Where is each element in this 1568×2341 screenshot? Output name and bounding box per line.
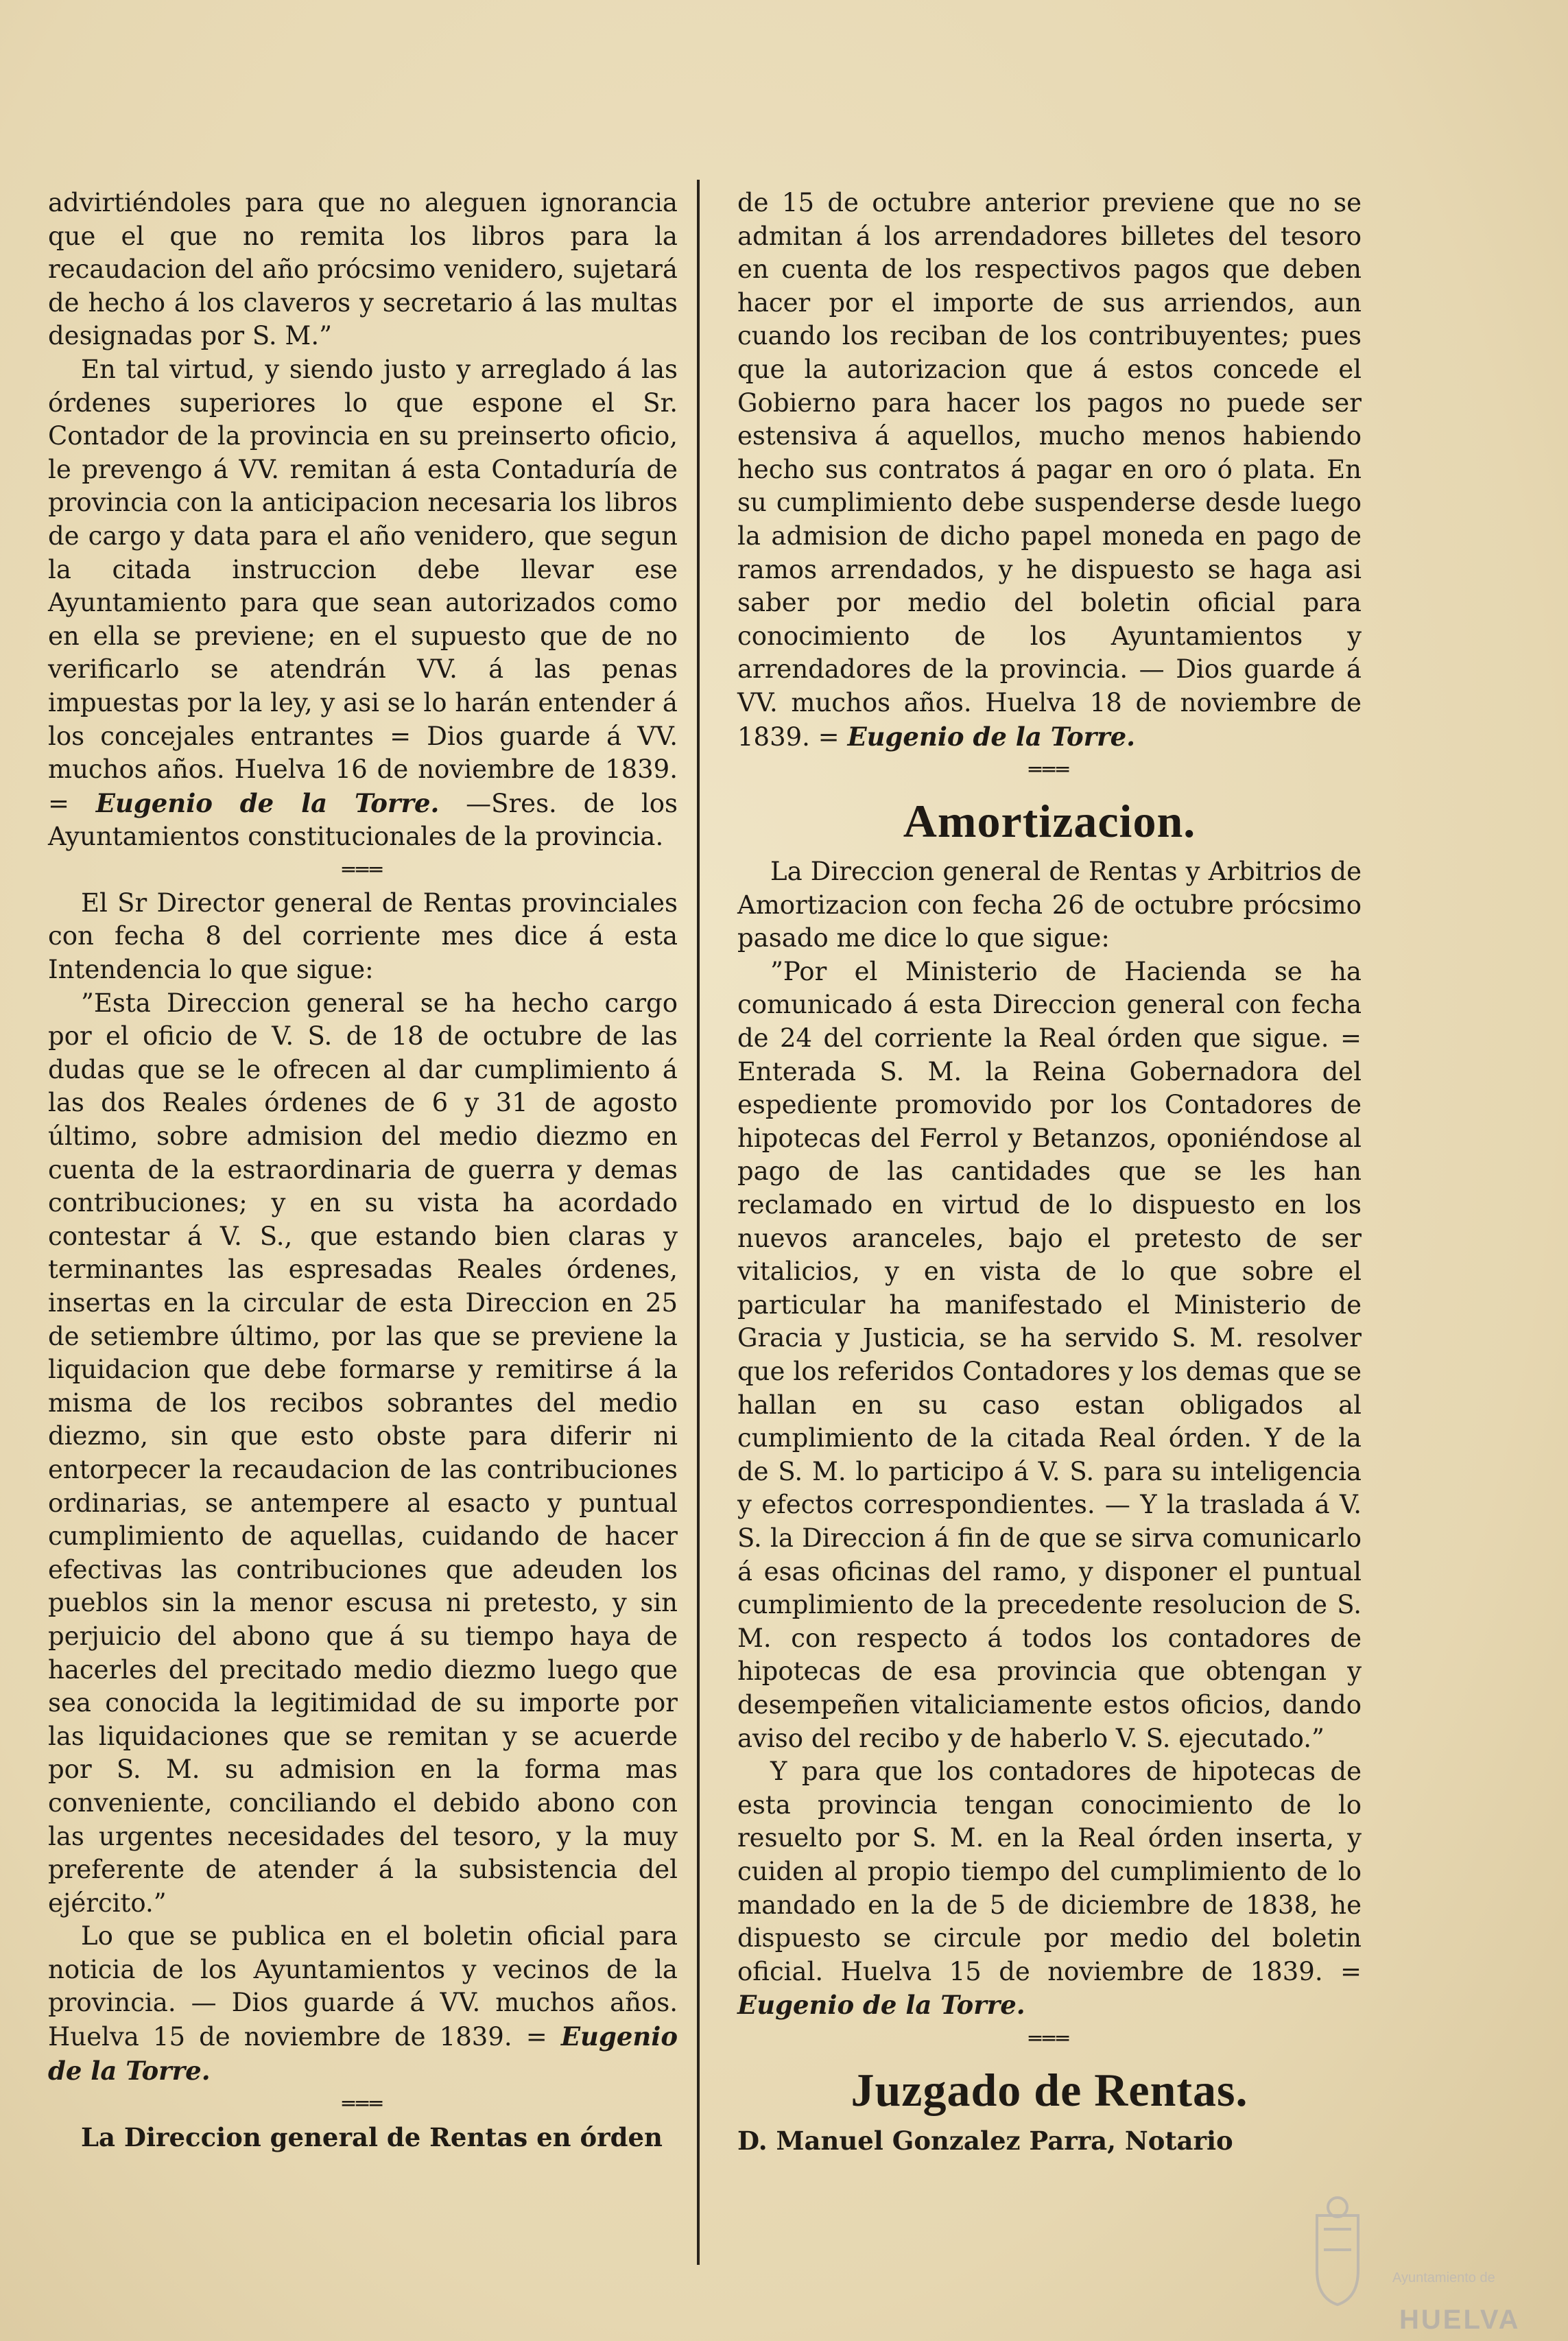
right-paragraph-4 [737,1755,1362,2023]
left-paragraph-2-tail: —Sres. de los Ayuntamientos constitucionales de la provincia. [48,788,678,852]
section-heading-amortizacion: Amortizacion. [903,795,1196,848]
left-paragraph-2-text: En tal virtud, y siendo justo y arreglado á las órdenes superiores lo que espone el Sr. Contador de la provincia en su preinserto oficio, le prevengo á VV. remitan á esta Contaduría de provincia con la anticipacion necesaria los libros de cargo y data para el año venidero, que segun la citada instruccion debe llevar ese Ayuntamiento para que sean autorizados como en ella se previene; en el supuesto que de no verificarlo se atendrán VV. á las penas impuestas por la ley, y asi se lo harán entender á los concejales entrantes = Dios guarde á VV. muchos años. Huelva 16 de noviembre de 1839. = [48,354,678,818]
signature: Eugenio de la Torre. [95,787,440,818]
signature: Eugenio de la Torre. [737,1990,1025,2021]
seal-caption: Ayuntamiento de [1392,2270,1495,2285]
left-column [48,187,678,2154]
left-paragraph-4: ”Esta Direccion general se ha hecho cargo por el oficio de V. S. de 18 de octubre de las dudas que se le ofrecen al dar cumplimiento á las dos Reales órdenes de 6 y 31 de agosto último, sobre admision del medio diezmo en cuenta de la estraordinaria de guerra y demas contribuciones; y en su vista ha acordado contestar á V. S., que estando bien claras y terminantes las espresadas Reales órdenes, insertas en la circular de esta Direccion en 25 de setiembre último, por las que se previene la liquidacion que debe formarse y remitirse á la misma de los recibos sobrantes del medio diezmo, sin que esto obste para diferir ni entorpecer la recaudacion de las contribuciones ordinarias, se antempere al esacto y puntual cumplimiento de aquellas, cuidando de hacer efectivas las contribuciones que adeuden los pueblos sin la menor escusa ni pretesto, y sin perjuicio del abono que á su tiempo haya de hacerles del precitado medio diezmo luego que sea conocida la legitimidad de su importe por las liquidaciones que se remitan y se acuerde por S. M. su admision en la forma mas conveniente, conciliando el debido abono con las urgentes necesidades del tesoro, y la muy preferente de atender á la subsistencia del ejército.” [48,988,678,1918]
left-paragraph-5-text: Lo que se publica en el boletin oficial para noticia de los Ayuntamientos y vecinos de la provincia. — Dios guarde á VV. muchos años. Huelva 15 de noviembre de 1839. = [48,1921,678,2052]
seal-label: HUELVA [1399,2305,1521,2335]
right-paragraph-1-text: de 15 de octubre anterior previene que no se admitan á los arrendadores billetes del tesoro en cuenta de los respectivos pagos que deben hacer por el importe de sus arriendos, aun cuando los reciban de los contribuyentes; pues que la autorizacion que á estos concede el Gobierno para hacer los pagos no puede ser estensiva á aquellos, mucho menos habiendo hecho sus contratos á pagar en oro ó plata. En su cumplimiento debe suspenderse desde luego la admision de dicho papel moneda en pago de ramos arrendados, y he dispuesto se haga asi saber por medio del boletin oficial para conocimiento de los Ayuntamientos y arrendadores de la provincia. — Dios guarde á VV. muchos años. Huelva 18 de noviembre de 1839. = [737,188,1362,752]
right-column [737,187,1362,2157]
left-paragraph-3: El Sr Director general de Rentas provinciales con fecha 8 del corriente mes dice á esta Intendencia lo que sigue: [48,888,678,985]
column-divider [697,180,700,2265]
signature: Eugenio de la Torre. [48,2021,678,2086]
right-paragraph-3: ”Por el Ministerio de Hacienda se ha comunicado á esta Direccion general con fecha de 24 del corriente la Real órden que sigue. = Enterada S. M. la Reina Gobernadora del espediente promovido por los Contadores de hipotecas del Ferrol y Betanzos, oponiéndose al pago de las cantidades que se les han reclamado en virtud de lo dispuesto en los nuevos aranceles, bajo el pretesto de ser vitalicios, y en vista de lo que sobre el particular ha manifestado el Ministerio de Gracia y Justicia, se ha servido S. M. resolver que los referidos Contadores y los demas que se hallan en su caso estan obligados al cumplimiento de la citada Real órden. Y de la de S. M. lo participo á V. S. para su inteligencia y efectos correspondientes. — Y la traslada á V. S. la Direccion á fin de que se sirva comunicarlo á esas oficinas del ramo, y disponer el puntual cumplimiento de la precedente resolucion de S. M. con respecto á todos los contadores de hipotecas de esa provincia que obtengan y desempeñen vitaliciamente estos oficios, dando aviso del recibo y de haberlo V. S. ejecutado.” [737,956,1362,1753]
separator: ═══ [1028,758,1071,783]
left-paragraph-6: La Direccion general de Rentas en órden [81,2122,663,2153]
signature: Eugenio de la Torre. [847,721,1136,752]
separator: ═══ [342,857,384,882]
right-paragraph-5: D. Manuel Gonzalez Parra, Notario [737,2125,1233,2156]
section-heading-juzgado: Juzgado de Rentas. [851,2063,1248,2116]
left-paragraph-1: advirtiéndoles para que no aleguen ignorancia que el que no remita los libros para la recaudacion del año prócsimo venidero, sujetará de hecho á los claveros y secretario á las multas designadas por S. M.” [48,188,678,351]
separator: ═══ [1028,2026,1071,2051]
right-paragraph-2: La Direccion general de Rentas y Arbitrios de Amortizacion con fecha 26 de octubre prócsimo pasado me dice lo que sigue: [737,857,1362,953]
right-paragraph-1 [737,187,1362,754]
left-paragraph-5 [48,1920,678,2088]
separator: ═══ [342,2092,384,2117]
right-paragraph-4-text: Y para que los contadores de hipotecas de esta provincia tengan conocimiento de lo resuelto por S. M. en la Real órden inserta, y cuiden al propio tiempo del cumplimiento de lo mandado en la de 5 de diciembre de 1838, he dispuesto se circule por medio del boletin oficial. Huelva 15 de noviembre de 1839. = [737,1757,1362,1986]
left-paragraph-2 [48,353,678,854]
